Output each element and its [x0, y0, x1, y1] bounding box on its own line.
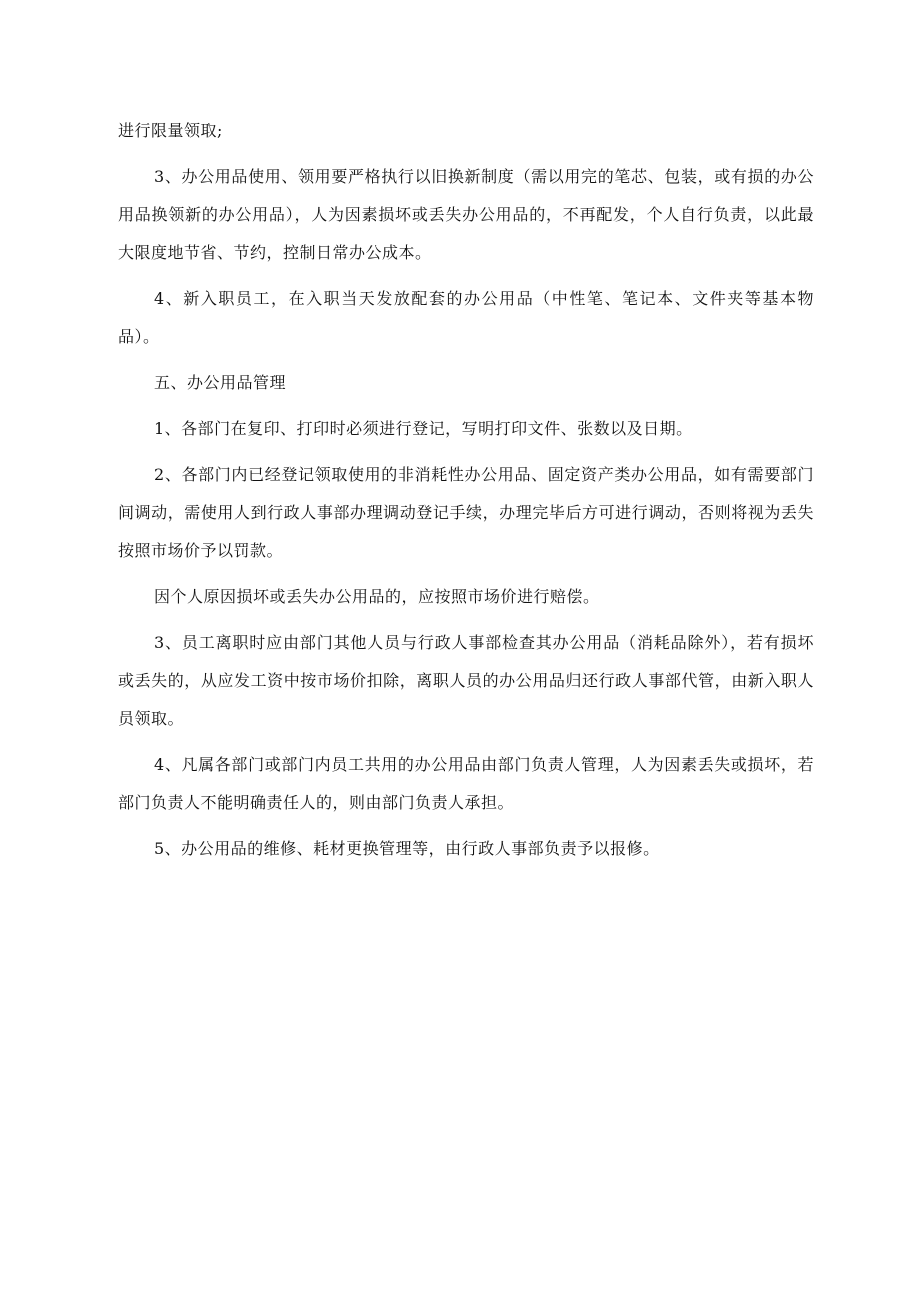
paragraph-item-2-transfer: 2、各部门内已经登记领取使用的非消耗性办公用品、固定资产类办公用品，如有需要部门间调动，需使用人到行政人事部办理调动登记手续，办理完毕后方可进行调动，否则将视为丢失按照市场价予以罚款。: [118, 465, 814, 560]
paragraph-item-1-printing: 1、各部门在复印、打印时必须进行登记，写明打印文件、张数以及日期。: [154, 419, 693, 438]
paragraph-item-4-new-staff: 4、新入职员工，在入职当天发放配套的办公用品（中性笔、笔记本、文件夹等基本物品）。: [118, 289, 814, 346]
paragraph-compensation: 因个人原因损坏或丢失办公用品的，应按照市场价进行赔偿。: [154, 587, 600, 606]
paragraph-item-4-shared: 4、凡属各部门或部门内员工共用的办公用品由部门负责人管理，人为因素丢失或损坏，若部门负责人不能明确责任人的，则由部门负责人承担。: [118, 755, 814, 812]
paragraph-item-3-departure: 3、员工离职时应由部门其他人员与行政人事部检查其办公用品（消耗品除外），若有损坏或丢失的，从应发工资中按市场价扣除，离职人员的办公用品归还行政人事部代管，由新入职人员领取。: [118, 633, 814, 728]
paragraph-item-5-maintenance: 5、办公用品的维修、耗材更换管理等，由行政人事部负责予以报修。: [154, 839, 660, 858]
document-body: [118, 112, 814, 876]
paragraph-item-3-usage: 3、办公用品使用、领用要严格执行以旧换新制度（需以用完的笔芯、包装，或有损的办公用品换领新的办公用品），人为因素损坏或丢失办公用品的，不再配发，个人自行负责，以此最大限度地节省、节约，控制日常办公成本。: [118, 167, 814, 262]
paragraph-continuation: 进行限量领取;: [118, 121, 223, 140]
section-heading-management: 五、办公用品管理: [154, 373, 287, 392]
